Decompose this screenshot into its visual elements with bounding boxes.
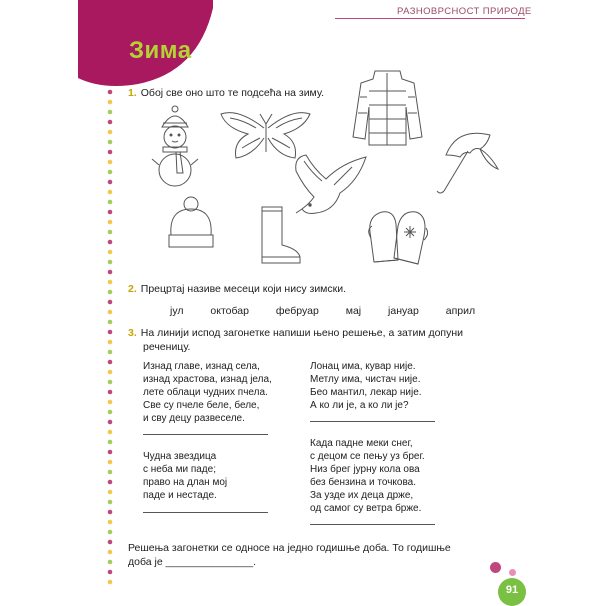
task-2-text: Прецртај називе месеци који нису зимски. [140,283,347,295]
page-title: Зима [129,37,192,64]
answer-line-2[interactable] [310,421,435,422]
header-rule [335,18,525,19]
task-1-text: Обој све оно што те подсећа на зиму. [140,87,325,99]
month-item[interactable]: јул [170,305,184,317]
page-number: 91 [498,578,526,606]
answer-line-4[interactable] [310,524,435,525]
mittens-icon[interactable] [368,202,428,272]
month-item[interactable]: мај [345,305,362,317]
riddle-3: Чудна звездица с неба ми паде; право на длан мој паде и нестаде. [143,451,228,501]
task-3-number: 3. [128,327,137,339]
winter-hat-icon[interactable] [165,195,217,251]
task-3-text-line2: реченицу. [143,341,191,353]
riddle-1: Изнад главе, изнад села, изнад храстова, изнад јела, лете облаци чудних пчела. Све су пчеле беле, беле, и сву децу развеселе. [143,361,272,424]
conclusion-line1: Решења загонетки се односе на једно годишње доба. То годишње [128,542,451,554]
dotted-border-decoration [105,88,115,588]
winter-jacket-icon[interactable] [350,67,425,147]
month-item[interactable]: октобар [210,305,249,317]
bird-icon[interactable] [292,153,372,223]
section-header: РАЗНОВРСНОСТ ПРИРОДЕ [397,6,532,17]
task-3 [128,326,463,354]
decor-bubble [490,562,501,573]
snowman-icon[interactable] [150,105,200,190]
month-item[interactable]: јануар [388,305,419,317]
months-list [170,305,499,317]
boot-icon[interactable] [258,205,303,265]
conclusion-text [128,541,488,569]
answer-line-3[interactable] [143,512,268,513]
task-3-text-line1: На линији испод загонетке напиши њено решење, а затим допуни [140,327,464,339]
task-2-number: 2. [128,283,137,295]
conclusion-line2[interactable]: доба је _______________. [128,556,257,568]
riddle-4: Када падне меки снег, с децом се пењу уз брег. Низ брег јурну кола ова без бензина и точкова. За узде их деца држе, од самог су ветра брже. [310,438,425,514]
umbrella-icon[interactable] [432,125,502,197]
month-item[interactable]: април [445,305,476,317]
task-1-number: 1. [128,87,137,99]
riddle-2: Лонац има, кувар није. Метлу има, чистач није. Бео мантил, лекар није. А ко ли је, а ко ли је? [310,361,422,411]
decor-bubble [509,569,516,576]
task-1 [128,87,324,99]
month-item[interactable]: фебруар [275,305,319,317]
answer-line-1[interactable] [143,434,268,435]
task-2 [128,283,346,295]
